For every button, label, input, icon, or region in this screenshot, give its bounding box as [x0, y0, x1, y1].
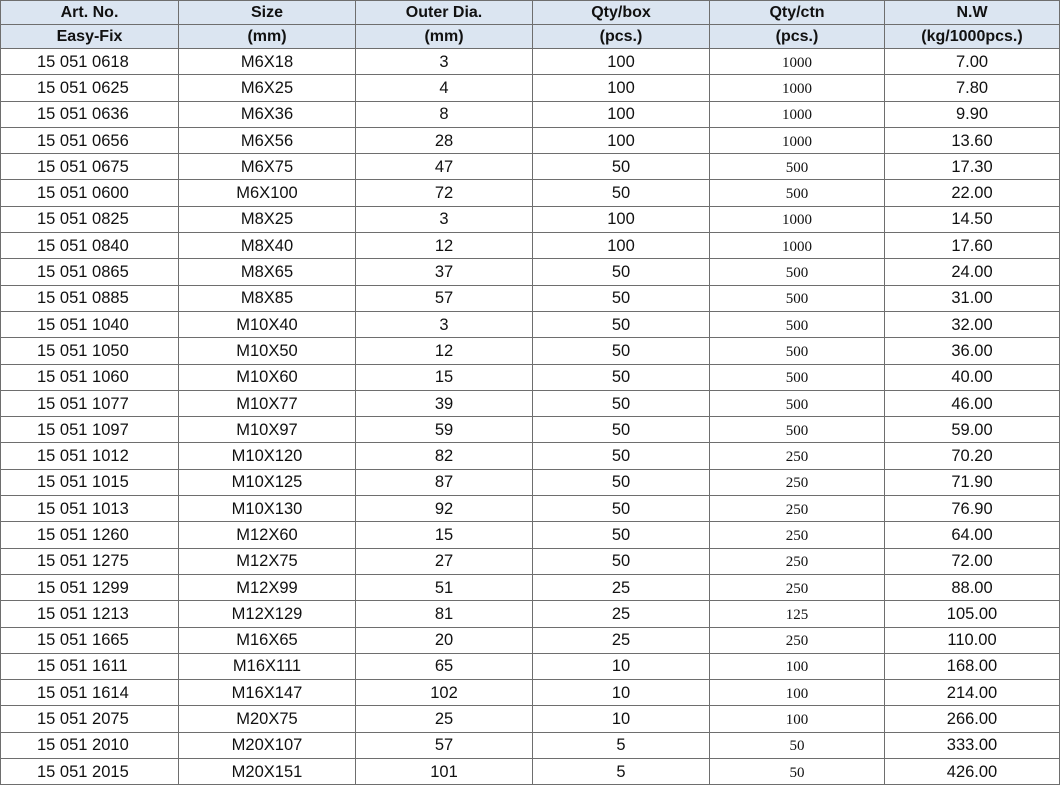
qty-box-cell: 25	[533, 574, 710, 600]
size-cell: M6X75	[179, 154, 356, 180]
qty-ctn-cell: 500	[710, 338, 885, 364]
table-row	[1, 574, 1060, 600]
size-cell: M10X97	[179, 417, 356, 443]
art-no-cell: 15 051 1012	[1, 443, 179, 469]
art-no-cell: 15 051 1015	[1, 469, 179, 495]
qty-box-cell: 50	[533, 154, 710, 180]
table-row	[1, 233, 1060, 259]
qty-box-cell: 10	[533, 680, 710, 706]
art-no-cell: 15 051 1040	[1, 311, 179, 337]
qty-ctn-cell: 500	[710, 417, 885, 443]
table-row	[1, 627, 1060, 653]
table-row	[1, 548, 1060, 574]
qty-ctn-cell: 250	[710, 574, 885, 600]
qty-ctn-cell: 100	[710, 680, 885, 706]
table-body	[1, 49, 1060, 785]
outer-dia-cell: 102	[356, 680, 533, 706]
size-cell: M8X65	[179, 259, 356, 285]
outer-dia-cell: 82	[356, 443, 533, 469]
outer-dia-cell: 15	[356, 522, 533, 548]
art-no-cell: 15 051 1611	[1, 653, 179, 679]
table-row	[1, 206, 1060, 232]
qty-box-cell: 50	[533, 417, 710, 443]
header-size: Size	[179, 1, 356, 25]
table-row	[1, 75, 1060, 101]
table-row	[1, 259, 1060, 285]
table-row	[1, 180, 1060, 206]
qty-box-cell: 50	[533, 522, 710, 548]
header-qty-box-unit: (pcs.)	[533, 25, 710, 49]
qty-box-cell: 50	[533, 338, 710, 364]
size-cell: M10X77	[179, 390, 356, 416]
net-weight-cell: 70.20	[885, 443, 1060, 469]
art-no-cell: 15 051 0618	[1, 49, 179, 75]
header-qty-box: Qty/box	[533, 1, 710, 25]
net-weight-cell: 14.50	[885, 206, 1060, 232]
art-no-cell: 15 051 2010	[1, 732, 179, 758]
qty-ctn-cell: 500	[710, 364, 885, 390]
size-cell: M6X36	[179, 101, 356, 127]
header-qty-ctn-unit: (pcs.)	[710, 25, 885, 49]
art-no-cell: 15 051 0840	[1, 233, 179, 259]
outer-dia-cell: 81	[356, 601, 533, 627]
qty-box-cell: 5	[533, 759, 710, 785]
size-cell: M10X60	[179, 364, 356, 390]
qty-box-cell: 100	[533, 127, 710, 153]
qty-box-cell: 10	[533, 653, 710, 679]
size-cell: M10X50	[179, 338, 356, 364]
art-no-cell: 15 051 2075	[1, 706, 179, 732]
net-weight-cell: 24.00	[885, 259, 1060, 285]
qty-ctn-cell: 250	[710, 548, 885, 574]
net-weight-cell: 46.00	[885, 390, 1060, 416]
table-row	[1, 285, 1060, 311]
art-no-cell: 15 051 1060	[1, 364, 179, 390]
outer-dia-cell: 4	[356, 75, 533, 101]
qty-box-cell: 50	[533, 311, 710, 337]
qty-box-cell: 50	[533, 469, 710, 495]
outer-dia-cell: 3	[356, 49, 533, 75]
table-row	[1, 390, 1060, 416]
table-row	[1, 469, 1060, 495]
outer-dia-cell: 57	[356, 285, 533, 311]
qty-ctn-cell: 500	[710, 259, 885, 285]
qty-box-cell: 25	[533, 627, 710, 653]
qty-ctn-cell: 250	[710, 469, 885, 495]
size-cell: M20X107	[179, 732, 356, 758]
qty-ctn-cell: 1000	[710, 49, 885, 75]
table-row	[1, 417, 1060, 443]
qty-ctn-cell: 1000	[710, 101, 885, 127]
qty-box-cell: 100	[533, 206, 710, 232]
size-cell: M12X60	[179, 522, 356, 548]
table-row	[1, 759, 1060, 785]
outer-dia-cell: 59	[356, 417, 533, 443]
header-net-weight: N.W	[885, 1, 1060, 25]
qty-box-cell: 100	[533, 101, 710, 127]
outer-dia-cell: 92	[356, 496, 533, 522]
art-no-cell: 15 051 0675	[1, 154, 179, 180]
qty-ctn-cell: 1000	[710, 233, 885, 259]
net-weight-cell: 17.30	[885, 154, 1060, 180]
size-cell: M10X130	[179, 496, 356, 522]
qty-ctn-cell: 500	[710, 180, 885, 206]
size-cell: M16X111	[179, 653, 356, 679]
art-no-cell: 15 051 0625	[1, 75, 179, 101]
outer-dia-cell: 87	[356, 469, 533, 495]
header-brand: Easy-Fix	[1, 25, 179, 49]
net-weight-cell: 32.00	[885, 311, 1060, 337]
qty-box-cell: 5	[533, 732, 710, 758]
table-row	[1, 127, 1060, 153]
qty-box-cell: 100	[533, 49, 710, 75]
size-cell: M8X40	[179, 233, 356, 259]
size-cell: M8X25	[179, 206, 356, 232]
qty-ctn-cell: 500	[710, 390, 885, 416]
art-no-cell: 15 051 2015	[1, 759, 179, 785]
qty-box-cell: 50	[533, 496, 710, 522]
qty-box-cell: 50	[533, 443, 710, 469]
art-no-cell: 15 051 1013	[1, 496, 179, 522]
qty-ctn-cell: 100	[710, 653, 885, 679]
qty-ctn-cell: 500	[710, 311, 885, 337]
art-no-cell: 15 051 0656	[1, 127, 179, 153]
qty-box-cell: 25	[533, 601, 710, 627]
table-row	[1, 443, 1060, 469]
outer-dia-cell: 12	[356, 338, 533, 364]
size-cell: M12X99	[179, 574, 356, 600]
outer-dia-cell: 37	[356, 259, 533, 285]
net-weight-cell: 105.00	[885, 601, 1060, 627]
outer-dia-cell: 57	[356, 732, 533, 758]
size-cell: M20X75	[179, 706, 356, 732]
art-no-cell: 15 051 0865	[1, 259, 179, 285]
size-cell: M6X18	[179, 49, 356, 75]
art-no-cell: 15 051 1050	[1, 338, 179, 364]
outer-dia-cell: 72	[356, 180, 533, 206]
net-weight-cell: 426.00	[885, 759, 1060, 785]
art-no-cell: 15 051 1097	[1, 417, 179, 443]
outer-dia-cell: 25	[356, 706, 533, 732]
net-weight-cell: 36.00	[885, 338, 1060, 364]
art-no-cell: 15 051 1299	[1, 574, 179, 600]
net-weight-cell: 76.90	[885, 496, 1060, 522]
net-weight-cell: 214.00	[885, 680, 1060, 706]
art-no-cell: 15 051 0825	[1, 206, 179, 232]
size-cell: M12X129	[179, 601, 356, 627]
qty-ctn-cell: 250	[710, 627, 885, 653]
table-row	[1, 311, 1060, 337]
table-row	[1, 706, 1060, 732]
header-size-unit: (mm)	[179, 25, 356, 49]
size-cell: M8X85	[179, 285, 356, 311]
net-weight-cell: 17.60	[885, 233, 1060, 259]
net-weight-cell: 40.00	[885, 364, 1060, 390]
qty-box-cell: 50	[533, 285, 710, 311]
outer-dia-cell: 8	[356, 101, 533, 127]
outer-dia-cell: 20	[356, 627, 533, 653]
outer-dia-cell: 51	[356, 574, 533, 600]
qty-ctn-cell: 250	[710, 522, 885, 548]
header-row-title	[1, 1, 1060, 25]
qty-ctn-cell: 1000	[710, 127, 885, 153]
qty-box-cell: 50	[533, 390, 710, 416]
net-weight-cell: 13.60	[885, 127, 1060, 153]
table-row	[1, 732, 1060, 758]
net-weight-cell: 31.00	[885, 285, 1060, 311]
net-weight-cell: 7.80	[885, 75, 1060, 101]
qty-box-cell: 50	[533, 180, 710, 206]
table-row	[1, 154, 1060, 180]
size-cell: M6X56	[179, 127, 356, 153]
size-cell: M10X120	[179, 443, 356, 469]
header-row-units	[1, 25, 1060, 49]
net-weight-cell: 72.00	[885, 548, 1060, 574]
size-cell: M12X75	[179, 548, 356, 574]
outer-dia-cell: 47	[356, 154, 533, 180]
outer-dia-cell: 65	[356, 653, 533, 679]
net-weight-cell: 22.00	[885, 180, 1060, 206]
art-no-cell: 15 051 1614	[1, 680, 179, 706]
table-header	[1, 1, 1060, 49]
net-weight-cell: 59.00	[885, 417, 1060, 443]
net-weight-cell: 88.00	[885, 574, 1060, 600]
table-row	[1, 101, 1060, 127]
net-weight-cell: 333.00	[885, 732, 1060, 758]
table-row	[1, 680, 1060, 706]
table-row	[1, 49, 1060, 75]
qty-ctn-cell: 50	[710, 759, 885, 785]
outer-dia-cell: 27	[356, 548, 533, 574]
header-net-weight-unit: (kg/1000pcs.)	[885, 25, 1060, 49]
art-no-cell: 15 051 1260	[1, 522, 179, 548]
size-cell: M16X65	[179, 627, 356, 653]
art-no-cell: 15 051 0885	[1, 285, 179, 311]
art-no-cell: 15 051 0600	[1, 180, 179, 206]
qty-box-cell: 10	[533, 706, 710, 732]
outer-dia-cell: 39	[356, 390, 533, 416]
size-cell: M10X40	[179, 311, 356, 337]
qty-box-cell: 100	[533, 75, 710, 101]
size-cell: M10X125	[179, 469, 356, 495]
qty-ctn-cell: 100	[710, 706, 885, 732]
table-row	[1, 653, 1060, 679]
size-cell: M20X151	[179, 759, 356, 785]
art-no-cell: 15 051 0636	[1, 101, 179, 127]
qty-box-cell: 50	[533, 548, 710, 574]
outer-dia-cell: 3	[356, 311, 533, 337]
net-weight-cell: 71.90	[885, 469, 1060, 495]
header-qty-ctn: Qty/ctn	[710, 1, 885, 25]
net-weight-cell: 266.00	[885, 706, 1060, 732]
outer-dia-cell: 3	[356, 206, 533, 232]
qty-ctn-cell: 250	[710, 443, 885, 469]
qty-ctn-cell: 1000	[710, 75, 885, 101]
size-cell: M6X25	[179, 75, 356, 101]
table-row	[1, 338, 1060, 364]
table-row	[1, 601, 1060, 627]
size-cell: M16X147	[179, 680, 356, 706]
outer-dia-cell: 28	[356, 127, 533, 153]
outer-dia-cell: 12	[356, 233, 533, 259]
table-row	[1, 496, 1060, 522]
net-weight-cell: 168.00	[885, 653, 1060, 679]
header-outer-dia: Outer Dia.	[356, 1, 533, 25]
qty-ctn-cell: 1000	[710, 206, 885, 232]
qty-box-cell: 50	[533, 364, 710, 390]
net-weight-cell: 110.00	[885, 627, 1060, 653]
art-no-cell: 15 051 1665	[1, 627, 179, 653]
qty-ctn-cell: 500	[710, 154, 885, 180]
qty-ctn-cell: 50	[710, 732, 885, 758]
net-weight-cell: 7.00	[885, 49, 1060, 75]
outer-dia-cell: 101	[356, 759, 533, 785]
qty-ctn-cell: 250	[710, 496, 885, 522]
net-weight-cell: 9.90	[885, 101, 1060, 127]
outer-dia-cell: 15	[356, 364, 533, 390]
qty-ctn-cell: 125	[710, 601, 885, 627]
size-cell: M6X100	[179, 180, 356, 206]
art-no-cell: 15 051 1275	[1, 548, 179, 574]
table-row	[1, 522, 1060, 548]
qty-box-cell: 100	[533, 233, 710, 259]
art-no-cell: 15 051 1213	[1, 601, 179, 627]
art-no-cell: 15 051 1077	[1, 390, 179, 416]
table-row	[1, 364, 1060, 390]
header-art-no: Art. No.	[1, 1, 179, 25]
qty-box-cell: 50	[533, 259, 710, 285]
net-weight-cell: 64.00	[885, 522, 1060, 548]
header-outer-dia-unit: (mm)	[356, 25, 533, 49]
qty-ctn-cell: 500	[710, 285, 885, 311]
